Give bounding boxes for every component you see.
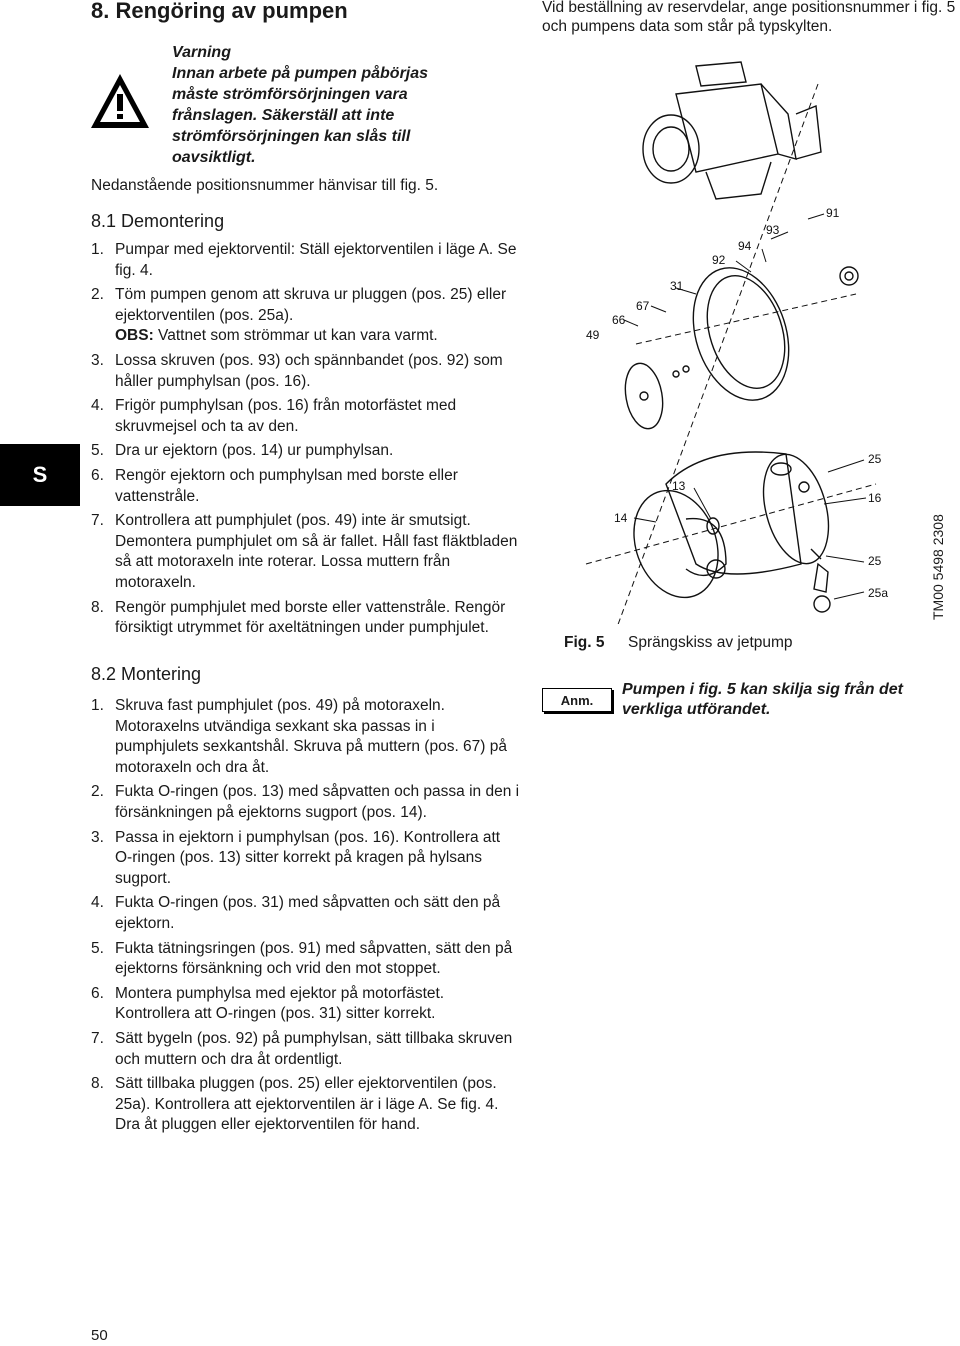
- label-93: 93: [766, 223, 780, 237]
- label-91: 91: [826, 206, 840, 220]
- label-92: 92: [712, 253, 726, 267]
- figure-title: Sprängskiss av jetpump: [628, 634, 793, 651]
- list-item: 6. Montera pumphylsa med ejektor på motorfästet. Kontrollera att O-ringen (pos. 31) sitter korrekt.: [91, 984, 445, 1023]
- motor-drawing: [643, 62, 821, 199]
- drawing-code: TM00 5498 2308: [930, 514, 946, 620]
- list-item: 4. Fukta O-ringen (pos. 31) med såpvatten och sätt den på ejektorn.: [91, 894, 501, 932]
- montering-list: [91, 696, 521, 1140]
- note-text: Pumpen i fig. 5 kan skilja sig från det verkliga utförandet.: [622, 681, 903, 718]
- label-25-lower: 25: [868, 554, 882, 568]
- warning-triangle-icon: [88, 70, 152, 134]
- label-25: 25: [868, 452, 882, 466]
- label-25a: 25a: [868, 586, 889, 600]
- label-31: 31: [670, 279, 684, 293]
- clamp-band-drawing: [677, 255, 805, 412]
- warning-text: Innan arbete på pumpen påbörjas måste strömförsörjningen vara frånslagen. Säkerställ att inte strömförsörjningen kan slås till oavsiktligt.: [172, 65, 429, 166]
- list-item: 1. Pumpar med ejektorventil: Ställ ejektorventilen i läge A. Se fig. 4.: [91, 241, 517, 279]
- figure-number: Fig. 5: [564, 634, 605, 651]
- pump-sleeve-drawing: [666, 447, 839, 574]
- label-14: 14: [614, 511, 628, 525]
- page-number: 50: [91, 1327, 108, 1344]
- list-item: 5. Fukta tätningsringen (pos. 91) med såpvatten, sätt den på ejektorns försänkning och vrid den mot stoppet.: [91, 939, 513, 978]
- list-item: 8. Rengör pumphjulet med borste eller vattenstråle. Rengör försiktigt utrymmet för axeltätningen under pumphjulet.: [91, 598, 506, 637]
- language-tab: S: [0, 444, 80, 506]
- list-item: 3. Lossa skruven (pos. 93) och spännbandet (pos. 92) som håller pumphylsan (pos. 16).: [91, 351, 503, 390]
- section-title: 8. Rengöring av pumpen: [91, 0, 348, 23]
- label-94: 94: [738, 239, 752, 253]
- ejector-drawing: [620, 479, 733, 610]
- label-66: 66: [612, 313, 626, 327]
- label-67: 67: [636, 299, 650, 313]
- intro-text: Nedanstående positionsnummer hänvisar till fig. 5.: [91, 177, 439, 194]
- list-item: 1. Skruva fast pumphjulet (pos. 49) på motoraxeln. Motoraxelns utvändiga sexkant ska passas in i pumphjulets sexkantshål. Skruva på muttern (pos. 67) på motoraxeln och dra åt.: [91, 697, 508, 776]
- list-item: 2. Fukta O-ringen (pos. 13) med såpvatten och passa in den i försänkningen på ejektorns sugport (pos. 14).: [91, 783, 520, 821]
- note-label: Anm.: [542, 688, 612, 712]
- label-16: 16: [868, 491, 882, 505]
- demontering-list: [91, 240, 521, 643]
- list-item: 3. Passa in ejektorn i pumphylsan (pos. 16). Kontrollera att O-ringen (pos. 13) sitter korrekt på kragen på hylsans sugport.: [91, 828, 501, 887]
- figure-caption: [564, 634, 793, 652]
- ordering-note: Vid beställning av reservdelar, ange positionsnummer i fig. 5 och pumpens data som står på typskylten.: [542, 0, 956, 35]
- obs-label: OBS:: [115, 327, 154, 345]
- label-49: 49: [586, 328, 600, 342]
- list-item: 7. Sätt bygeln (pos. 92) på pumphylsan, sätt tillbaka skruven och muttern och dra åt ordentligt.: [91, 1029, 513, 1068]
- warning-heading: Varning: [172, 44, 231, 61]
- montering-heading: 8.2 Montering: [91, 664, 202, 684]
- list-item: 2. Töm pumpen genom att skruva ur pluggen (pos. 25) eller ejektorventilen (pos. 25a). OBS: Vattnet som strömmar ut kan vara varmt.: [91, 286, 507, 345]
- list-item: 7. Kontrollera att pumphjulet (pos. 49) inte är smutsigt. Demontera pumphjulet om så är fallet. Håll fast fläktbladen så att motoraxeln inte roterar. Lossa muttern från motoraxeln.: [91, 512, 518, 591]
- list-item: 6. Rengör ejektorn och pumphylsan med borste eller vattenstråle.: [91, 466, 458, 505]
- list-item: 8. Sätt tillbaka pluggen (pos. 25) eller ejektorventilen (pos. 25a). Kontrollera att ejektorventilen är i läge A. Se fig. 4. Dra åt pluggen eller ejektorventilen för hand.: [91, 1075, 499, 1134]
- list-item: 4. Frigör pumphylsan (pos. 16) från motorfästet med skruvmejsel och ta av den.: [91, 397, 457, 435]
- list-item: 5. Dra ur ejektorn (pos. 14) ur pumphylsan.: [91, 442, 394, 460]
- exploded-view-figure: [556, 44, 956, 624]
- warning-box: [172, 42, 472, 168]
- label-13: 13: [672, 479, 686, 493]
- demontering-heading: 8.1 Demontering: [91, 211, 225, 231]
